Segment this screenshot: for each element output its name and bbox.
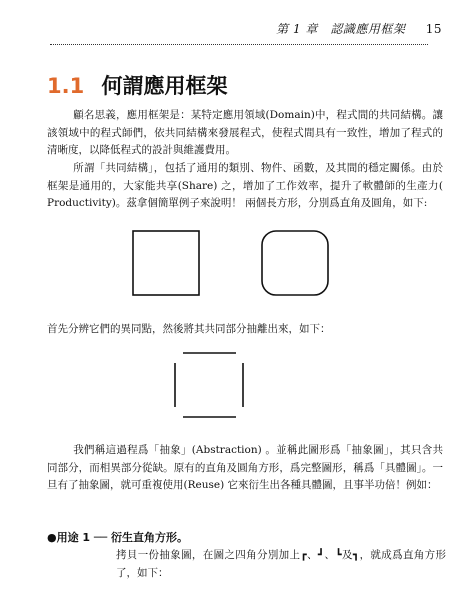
paragraph-usage-1: 拷貝一份抽象圖，在圖之四角分別加上┏、┛、┗及┓，就成爲直角方形了，如下：	[116, 549, 446, 579]
section-title: 何謂應用框架	[101, 74, 228, 98]
paragraph-separate-common: 首先分辨它們的異同點，然後將其共同部分抽離出來，如下：	[47, 323, 331, 335]
paragraph-definition: 顧名思義，應用框架是：某特定應用領域(Domain)中，程式間的共同結構。讓該領域中的程式師們，依共同結構來發展程式，使程式間具有一致性，增加了程式的清晰度，以降低程式的設計與維護費用。	[47, 109, 443, 156]
page-number: 15	[425, 22, 442, 36]
paragraph-abstraction: 我們稱這過程爲「抽象」(Abstraction) 。並稱此圖形爲「抽象圖」，其只含共同部分，而相異部分從缺。原有的直角及圓角方形，爲完整圖形，稱爲「具體圖」。一旦有了抽象圖，就可重複使用(Reuse) 它來衍生出各種具體圖，且事半功倍！例如：	[47, 444, 443, 491]
abstract-shape	[175, 353, 243, 417]
right-angle-square	[133, 231, 199, 295]
paragraph-common-structure: 所謂「共同結構」，包括了通用的類別、物件、函數，及其間的穩定關係。由於框架是通用的，大家能共享(Share) 之，增加了工作效率，提升了軟體師的生產力( Productivity)。茲拿個簡單例子來說明！ 兩個長方形，分別爲直角及圓角，如下:	[47, 162, 443, 209]
usage-heading: ●用途 1 ── 衍生直角方形。	[47, 531, 188, 544]
chapter-title: 第 1 章 認識應用框架	[276, 22, 406, 36]
section-number: 1.1	[47, 74, 85, 98]
rounded-square	[262, 231, 328, 295]
